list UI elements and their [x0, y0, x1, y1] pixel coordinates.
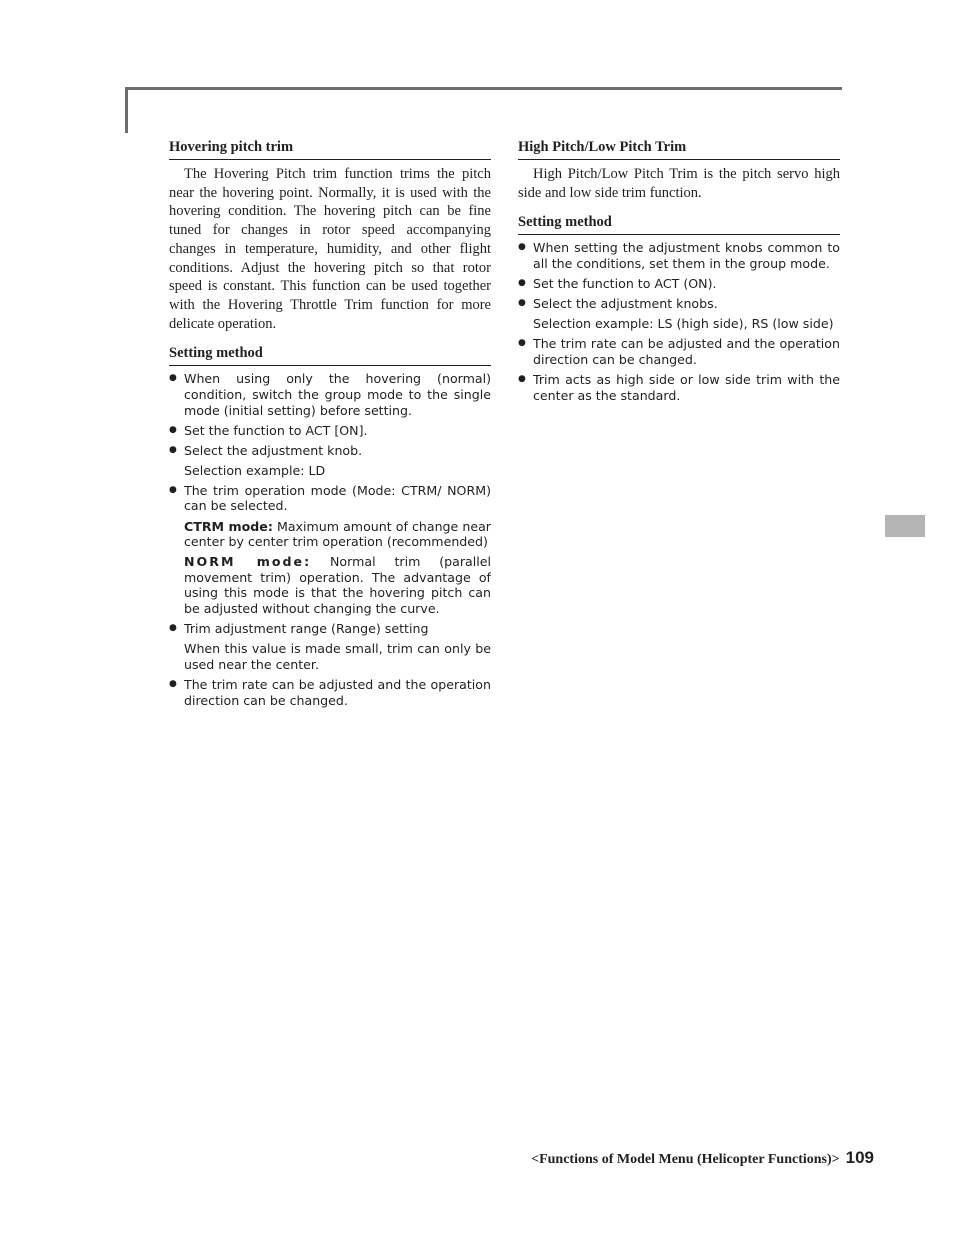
ctrm-mode-note: [169, 519, 491, 550]
section-heading-setting-method: Setting method: [169, 344, 491, 366]
range-note: When this value is made small, trim can only be used near the center.: [184, 641, 491, 672]
list-item: ● When using only the hovering (normal) condition, switch the group mode to the single mode (initial setting) before setting.: [169, 371, 491, 418]
list-item: ● Trim acts as high side or low side trim with the center as the standard.: [518, 372, 840, 403]
setting-steps-list: [518, 336, 840, 403]
section-heading-high-low-pitch-trim: High Pitch/Low Pitch Trim: [518, 138, 840, 160]
setting-steps-list: [169, 371, 491, 458]
page-number: 109: [845, 1148, 874, 1167]
header-corner-rule: [125, 87, 128, 133]
norm-mode-note: [169, 554, 491, 616]
list-item: ● Set the function to ACT (ON).: [518, 276, 840, 292]
selection-example: Selection example: LS (high side), RS (low side): [533, 316, 834, 332]
footer-section-title: <Functions of Model Menu (Helicopter Functions)>: [531, 1152, 840, 1167]
setting-steps-list: [169, 677, 491, 708]
selection-example: Selection example: LD: [184, 462, 326, 478]
list-item: ● The trim rate can be adjusted and the operation direction can be changed.: [518, 336, 840, 367]
setting-steps-list: [518, 240, 840, 311]
header-rule: [125, 87, 842, 90]
right-column: [518, 138, 840, 408]
list-item: ● When setting the adjustment knobs common to all the conditions, set them in the group mode.: [518, 240, 840, 271]
ctrm-mode-text: Maximum amount of change near center by center trim operation (recommended): [184, 518, 491, 550]
page-footer: [531, 1148, 874, 1168]
high-low-pitch-description: High Pitch/Low Pitch Trim is the pitch servo high side and low side trim function.: [518, 166, 840, 201]
list-item: ● The trim rate can be adjusted and the operation direction can be changed.: [169, 677, 491, 708]
chapter-tab: [885, 515, 925, 537]
section-heading-setting-method: Setting method: [518, 213, 840, 235]
list-item: ● Select the adjustment knob.: [169, 443, 491, 459]
left-column: [169, 138, 491, 713]
list-item: ● Select the adjustment knobs.: [518, 296, 840, 312]
list-item: ● The trim operation mode (Mode: CTRM/ NORM) can be selected.: [169, 483, 491, 514]
setting-steps-list: [169, 483, 491, 514]
hovering-pitch-description: The Hovering Pitch trim function trims the pitch near the hovering point. Normally, it is used with the hovering condition. The hovering pitch can be fine tuned for changes in rotor speed accompanying changes in temperature, humidity, and other flight conditions. Adjust the hovering pitch so that rotor speed is constant. This function can be used together with the Hovering Throttle Trim function for more delicate operation.: [169, 166, 491, 332]
setting-steps-list: [169, 621, 491, 637]
ctrm-mode-label: CTRM mode:: [184, 518, 273, 534]
norm-mode-label: NORM mode:: [184, 554, 312, 570]
norm-mode-text: Normal trim (parallel movement trim) operation. The advantage of using this mode is that the hovering pitch can be adjusted without changing the curve.: [184, 554, 491, 617]
list-item: ● Set the function to ACT [ON].: [169, 423, 491, 439]
list-item: ● Trim adjustment range (Range) setting: [169, 621, 491, 637]
section-heading-hovering-pitch-trim: Hovering pitch trim: [169, 138, 491, 160]
